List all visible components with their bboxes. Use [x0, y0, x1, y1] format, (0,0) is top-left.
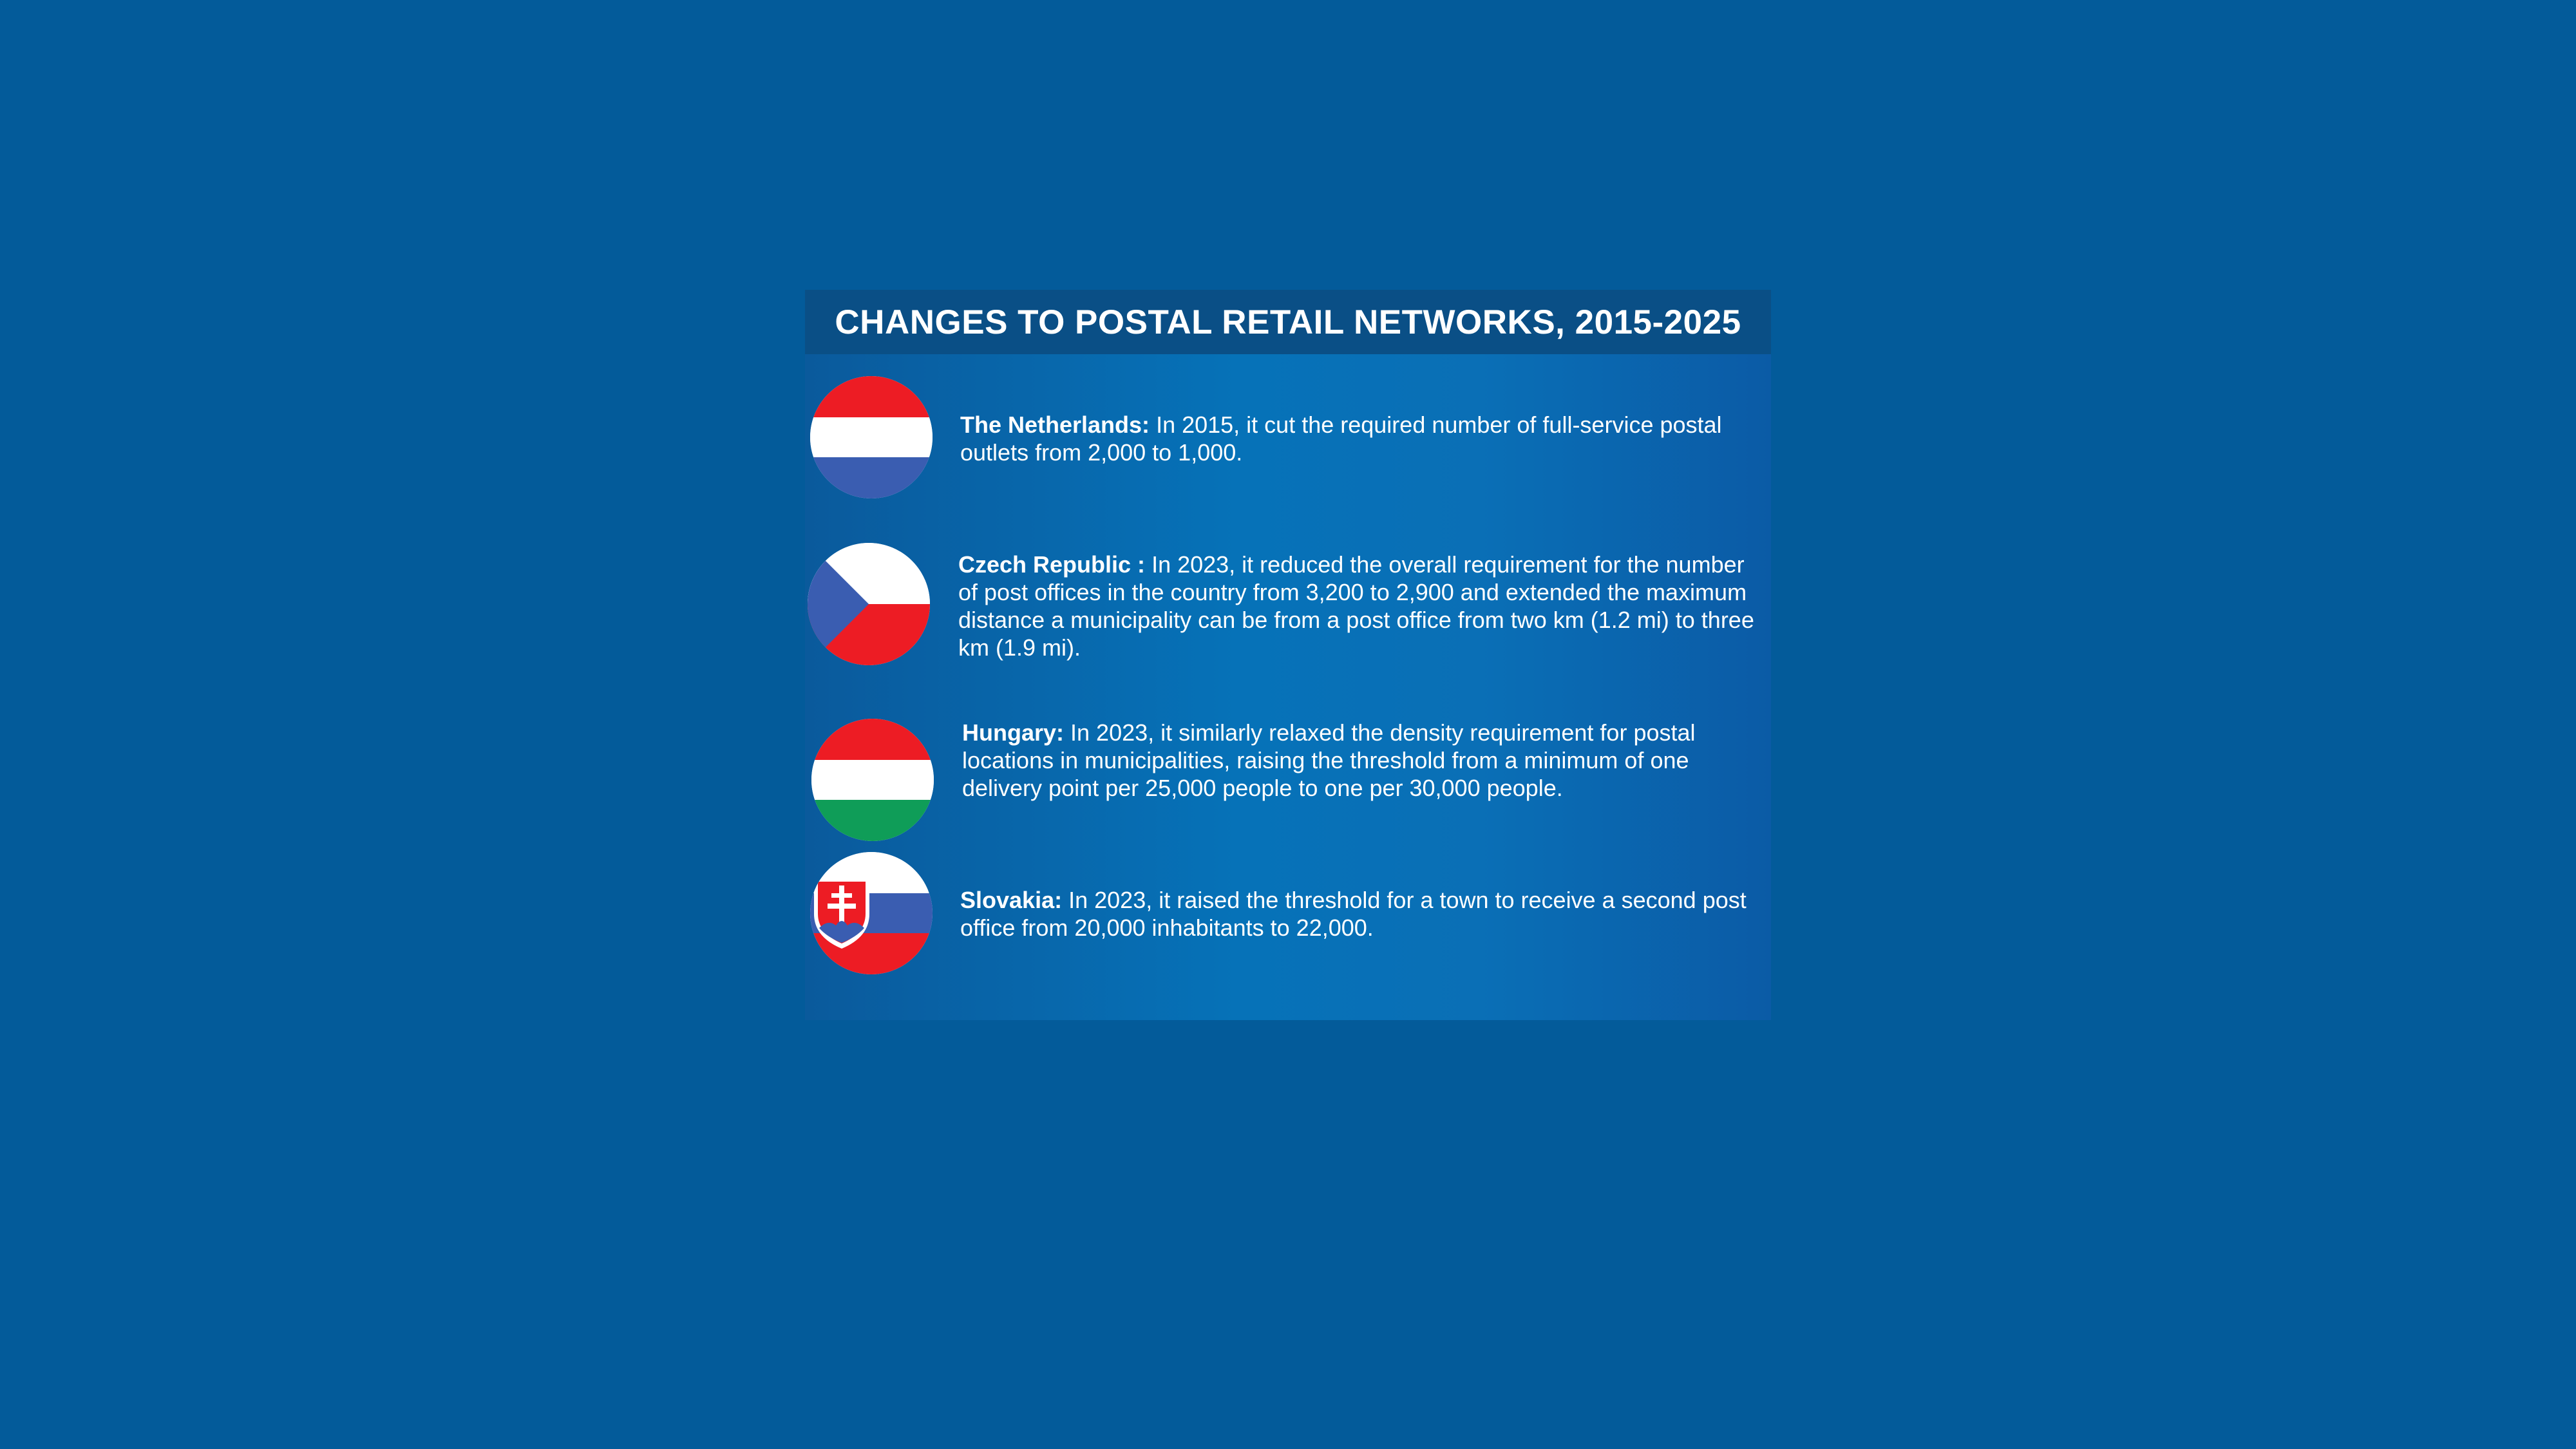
- item-description: In 2023, it similarly relaxed the density requirement for postal locations in municipalities, raising the threshold from a minimum of one delivery point per 25,000 people to one per 30,000 people.: [962, 719, 1696, 801]
- item-description: In 2023, it raised the threshold for a town to receive a second post office from 20,000 inhabitants to 22,000.: [960, 887, 1747, 941]
- country-name: The Netherlands:: [960, 412, 1150, 438]
- item-description: In 2023, it reduced the overall requirement for the number of post offices in the country from 3,200 to 2,900 and extended the maximum distance a municipality can be from a post office from two km (1.2 mi) to three km (1.9 mi).: [958, 551, 1754, 661]
- item-description: In 2015, it cut the required number of full-service postal outlets from 2,000 to 1,000.: [960, 412, 1722, 466]
- item-text: [960, 886, 1766, 942]
- infographic-panel: [805, 290, 1771, 1020]
- country-name: Czech Republic :: [958, 551, 1146, 578]
- header-bar: [805, 290, 1771, 354]
- czech-flag-icon: [808, 543, 930, 665]
- item-text: [960, 411, 1759, 466]
- item-text: [958, 551, 1763, 661]
- country-name: Slovakia:: [960, 887, 1063, 913]
- country-name: Hungary:: [962, 719, 1065, 746]
- netherlands-flag-icon: [810, 376, 933, 498]
- hungary-flag-icon: [811, 719, 934, 841]
- page-title: CHANGES TO POSTAL RETAIL NETWORKS, 2015-2025: [835, 303, 1741, 341]
- item-text: [962, 719, 1754, 802]
- slovakia-flag-icon: [810, 852, 933, 974]
